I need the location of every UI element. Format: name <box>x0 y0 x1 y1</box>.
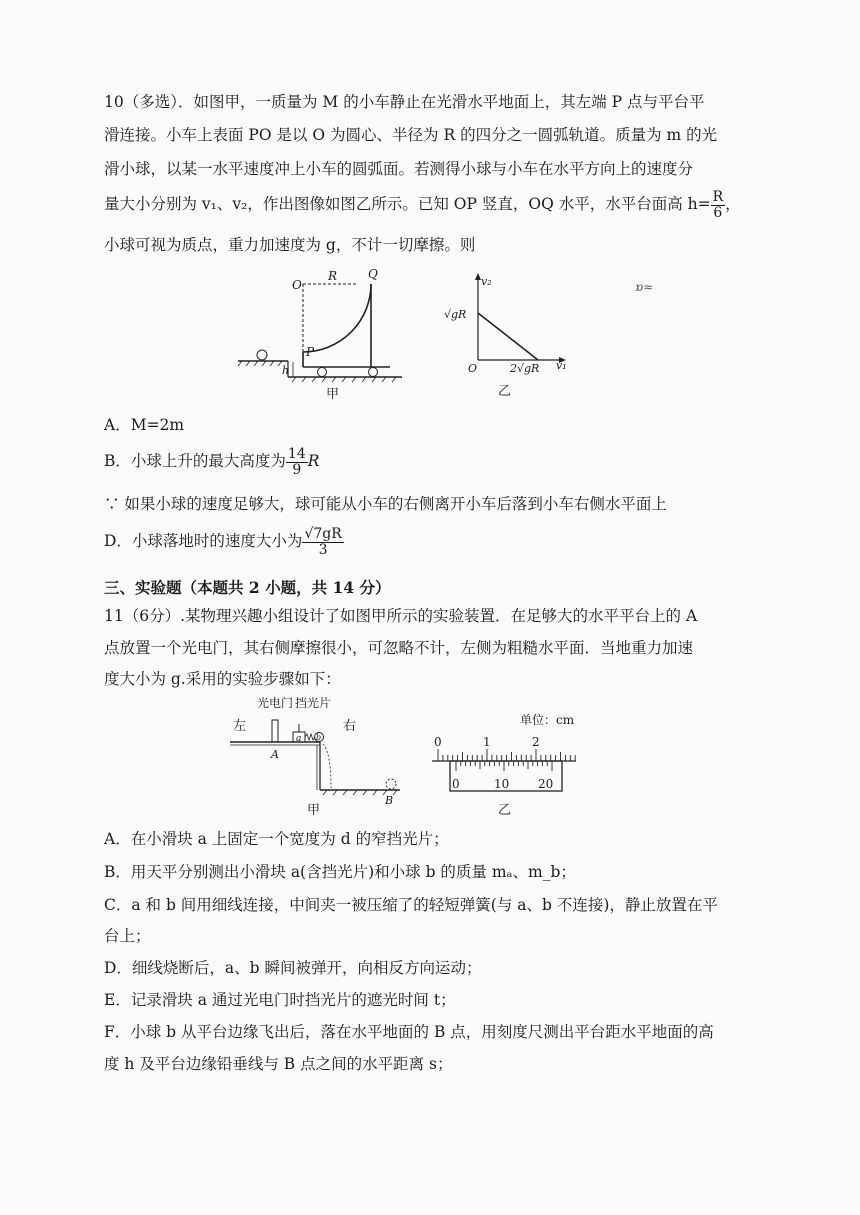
label-Q: Q <box>368 267 378 281</box>
q10-figure-jia <box>230 262 430 402</box>
option-d-fraction: $\frac{√7gR}{3}$ <box>304 526 342 558</box>
label-sqrt-gR: √gR <box>444 308 467 321</box>
main-scale-2: 2 <box>532 735 540 749</box>
caption-yi-q11: 乙 <box>498 803 512 818</box>
option-b-fraction: $\frac{14}{9}$ <box>287 446 306 478</box>
label-left: 左 <box>233 719 247 734</box>
q10-figure-yi-graph <box>440 265 580 400</box>
landing-point <box>386 779 396 789</box>
cart-wheel <box>318 368 327 377</box>
q11-line-1: 11（6分）.某物理兴趣小组设计了如图甲所示的实验装置．在足够大的水平平台上的 A <box>104 607 698 625</box>
label-O: O <box>292 278 302 292</box>
q11-step-e: E．记录滑块 a 通过光电门时挡光片的遮光时间 t； <box>104 991 456 1009</box>
q11-figure-jia <box>225 692 420 822</box>
h-fraction: $\frac{R}{6}$ <box>712 189 724 221</box>
main-scale-0: 0 <box>434 735 442 749</box>
graph-line <box>478 313 538 360</box>
caption-jia: 甲 <box>326 387 340 402</box>
spring <box>305 734 315 740</box>
q10-option-b: B．小球上升的最大高度为 $\frac{14}{9}$ R <box>104 446 320 478</box>
q11-step-f-line-2: 度 h 及平台边缘铅垂线与 B 点之间的水平距离 s； <box>104 1055 453 1073</box>
unit-label: 单位：cm <box>520 713 575 727</box>
q11-step-c-line-1: C．a 和 b 间用细线连接，中间夹一被压缩了的轻短弹簧(与 a、b 不连接)，静止放置在平 <box>104 896 718 914</box>
cart-wheel <box>369 368 378 377</box>
q11-line-3: 度大小为 g.采用的实验步骤如下： <box>104 670 341 688</box>
q10-line-4: 量大小分别为 v₁、v₂，作出图像如图乙所示。已知 OP 竖直，OQ 水平，水平台面高 h= $\frac{R}{6}$ ， <box>104 189 741 221</box>
label-v2: v₂ <box>481 275 492 288</box>
label-h: h <box>282 364 290 377</box>
arc-track <box>303 284 371 352</box>
q10-line-4-text: 量大小分别为 v₁、v₂，作出图像如图乙所示。已知 OP 竖直，OQ 水平，水平台面高 h= <box>104 195 711 214</box>
q10-line-1: 10（多选）．如图甲，一质量为 M 的小车静止在光滑水平地面上，其左端 P 点与平台平 <box>104 93 705 111</box>
label-v1: v₁ <box>556 359 567 372</box>
vernier-20: 20 <box>538 777 554 791</box>
label-plate: 挡光片 <box>295 696 332 710</box>
caption-yi: 乙 <box>498 384 512 399</box>
q10-line-2: 滑连接。小车上表面 PO 是以 O 为圆心、半径为 R 的四分之一圆弧轨道。质量为 m 的光 <box>104 126 718 144</box>
ball <box>257 350 267 360</box>
label-2-sqrt-gR: 2√gR <box>510 362 540 375</box>
stray-handwriting: ɒ≈ <box>635 280 654 294</box>
label-P: P <box>306 345 315 359</box>
q10-option-c: ∵ 如果小球的速度足够大，球可能从小车的右侧离开小车后落到小车右侧水平面上 <box>104 495 667 513</box>
section-3-heading: 三、实验题（本题共 2 小题，共 14 分） <box>104 578 391 597</box>
q10-line-5: 小球可视为质点，重力加速度为 g，不计一切摩擦。则 <box>104 236 476 254</box>
photogate <box>272 720 278 742</box>
vernier-0: 0 <box>452 777 460 791</box>
q11-step-d: D．细线烧断后，a、b 瞬间被弹开，向相反方向运动； <box>104 959 482 977</box>
q11-step-f-line-1: F．小球 b 从平台边缘飞出后，落在水平地面的 B 点，用刻度尺测出平台距水平地面的高 <box>104 1023 714 1041</box>
q10-option-d: D．小球落地时的速度大小为 $\frac{√7gR}{3}$ <box>104 526 342 558</box>
vernier-10: 10 <box>494 777 510 791</box>
label-B: B <box>385 794 394 807</box>
label-a: a <box>296 734 302 744</box>
q10-option-a: A．M=2m <box>104 416 185 434</box>
caption-jia-q11: 甲 <box>307 803 321 818</box>
q11-line-2: 点放置一个光电门，其右侧摩擦很小，可忽略不计，左侧为粗糙水平面．当地重力加速 <box>104 639 694 657</box>
label-origin: O <box>468 362 478 375</box>
q11-step-c-line-2: 台上； <box>104 927 151 945</box>
label-A: A <box>271 748 279 761</box>
q10-line-3: 滑小球，以某一水平速度冲上小车的圆弧面。若测得小球与小车在水平方向上的速度分 <box>104 160 694 178</box>
main-scale-1: 1 <box>483 735 491 749</box>
q11-step-b: B．用天平分别测出小滑块 a(含挡光片)和小球 b 的质量 mₐ、m_b； <box>104 863 576 881</box>
label-b: b <box>316 733 322 742</box>
label-R: R <box>328 269 338 283</box>
label-photogate: 光电门 <box>257 696 294 710</box>
label-right: 右 <box>343 719 357 734</box>
q11-step-a: A．在小滑块 a 上固定一个宽度为 d 的窄挡光片； <box>104 830 449 848</box>
q11-figure-yi-caliper <box>430 706 580 824</box>
